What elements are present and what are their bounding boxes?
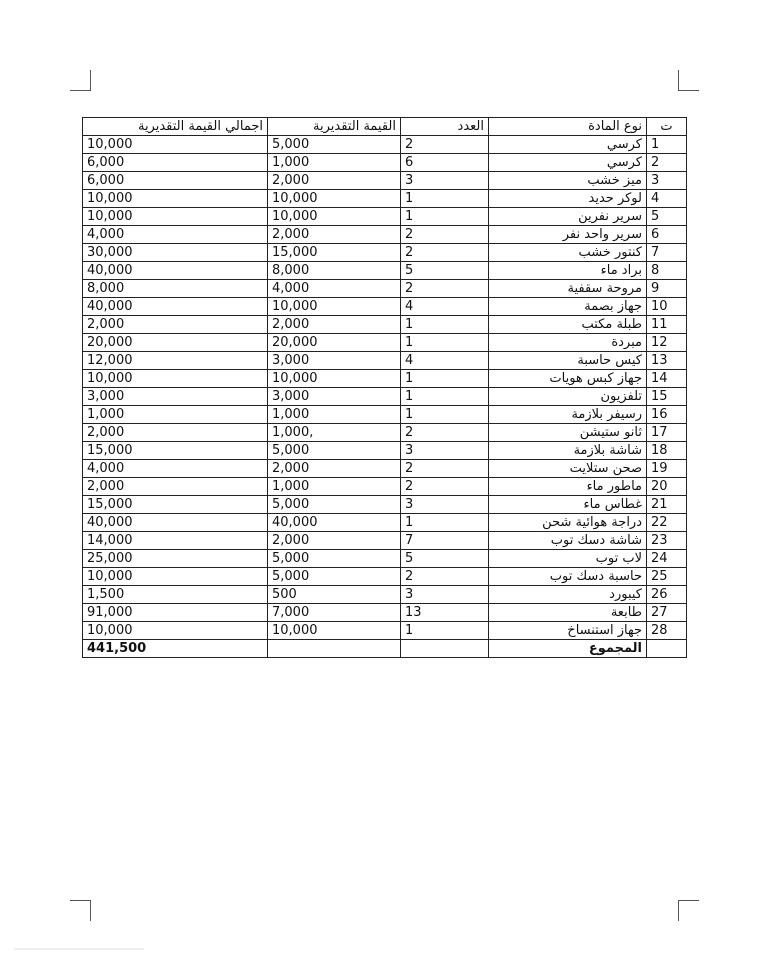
row-index: 5	[647, 208, 687, 226]
total-value: 30,000	[83, 244, 268, 262]
total-value: 8,000	[83, 280, 268, 298]
item-type: شاشة دسك توب	[489, 532, 647, 550]
total-value: 15,000	[83, 442, 268, 460]
total-label: المجموع	[489, 640, 647, 658]
total-value: 20,000	[83, 334, 268, 352]
total-value: 6,000	[83, 172, 268, 190]
item-type: كرسي	[489, 136, 647, 154]
item-type: كنتور خشب	[489, 244, 647, 262]
table-row	[83, 280, 687, 298]
item-count: 2	[401, 568, 489, 586]
table-row	[83, 568, 687, 586]
table-row	[83, 424, 687, 442]
table-row	[83, 442, 687, 460]
row-index: 2	[647, 154, 687, 172]
row-index: 4	[647, 190, 687, 208]
total-value: 10,000	[83, 622, 268, 640]
unit-value: 1,000	[268, 154, 401, 172]
item-type: سرير نفرين	[489, 208, 647, 226]
item-count: 3	[401, 442, 489, 460]
unit-value: 5,000	[268, 496, 401, 514]
item-count: 4	[401, 298, 489, 316]
table-row	[83, 370, 687, 388]
row-index: 9	[647, 280, 687, 298]
item-type: غطاس ماء	[489, 496, 647, 514]
item-type: تلفزيون	[489, 388, 647, 406]
unit-value: 500	[268, 586, 401, 604]
item-type: حاسبة دسك توب	[489, 568, 647, 586]
table-row	[83, 406, 687, 424]
crop-mark-bottom-left	[70, 900, 91, 921]
item-count: 3	[401, 496, 489, 514]
table-row	[83, 478, 687, 496]
total-count-cell	[401, 640, 489, 658]
item-count: 1	[401, 190, 489, 208]
row-index: 12	[647, 334, 687, 352]
unit-value: 2,000	[268, 532, 401, 550]
table-row	[83, 190, 687, 208]
unit-value: 5,000	[268, 136, 401, 154]
unit-value: 4,000	[268, 280, 401, 298]
item-type: طابعة	[489, 604, 647, 622]
table-row	[83, 532, 687, 550]
item-type: ثانو ستيشن	[489, 424, 647, 442]
row-index: 16	[647, 406, 687, 424]
item-count: 1	[401, 406, 489, 424]
table-row	[83, 550, 687, 568]
total-value: 1,000	[83, 406, 268, 424]
row-index: 18	[647, 442, 687, 460]
item-type: جهاز استنساخ	[489, 622, 647, 640]
unit-value: 3,000	[268, 352, 401, 370]
total-value: 14,000	[83, 532, 268, 550]
row-index: 27	[647, 604, 687, 622]
unit-value: 10,000	[268, 622, 401, 640]
item-type: سرير واحد نفر	[489, 226, 647, 244]
item-type: مبردة	[489, 334, 647, 352]
item-type: براد ماء	[489, 262, 647, 280]
item-type: لاب توب	[489, 550, 647, 568]
row-index: 10	[647, 298, 687, 316]
unit-value: 1,000	[268, 478, 401, 496]
unit-value: 1,000,	[268, 424, 401, 442]
row-index: 25	[647, 568, 687, 586]
table-row	[83, 244, 687, 262]
item-type: ماطور ماء	[489, 478, 647, 496]
total-value: 10,000	[83, 136, 268, 154]
item-type: طبلة مكتب	[489, 316, 647, 334]
item-count: 1	[401, 514, 489, 532]
item-count: 1	[401, 334, 489, 352]
table-row	[83, 172, 687, 190]
unit-value: 40,000	[268, 514, 401, 532]
table-row	[83, 136, 687, 154]
unit-value: 5,000	[268, 568, 401, 586]
table-row	[83, 514, 687, 532]
header-unit-value: القيمة التقديرية	[268, 118, 401, 136]
total-index-cell	[647, 640, 687, 658]
row-index: 23	[647, 532, 687, 550]
unit-value: 3,000	[268, 388, 401, 406]
row-index: 3	[647, 172, 687, 190]
item-count: 1	[401, 370, 489, 388]
unit-value: 10,000	[268, 208, 401, 226]
item-type: ميز خشب	[489, 172, 647, 190]
unit-value: 2,000	[268, 316, 401, 334]
total-value: 40,000	[83, 514, 268, 532]
row-index: 8	[647, 262, 687, 280]
table-row	[83, 604, 687, 622]
item-type: مروحة سقفية	[489, 280, 647, 298]
total-value: 2,000	[83, 424, 268, 442]
item-count: 2	[401, 460, 489, 478]
row-index: 14	[647, 370, 687, 388]
item-count: 1	[401, 208, 489, 226]
table-row	[83, 208, 687, 226]
total-value: 3,000	[83, 388, 268, 406]
total-value: 4,000	[83, 460, 268, 478]
total-value: 25,000	[83, 550, 268, 568]
table-row	[83, 334, 687, 352]
unit-value: 10,000	[268, 298, 401, 316]
header-item-type: نوع المادة	[489, 118, 647, 136]
crop-mark-top-right	[678, 70, 699, 91]
table-row	[83, 226, 687, 244]
row-index: 28	[647, 622, 687, 640]
table-row	[83, 262, 687, 280]
item-count: 1	[401, 622, 489, 640]
table-row	[83, 298, 687, 316]
header-index: ت	[647, 118, 687, 136]
unit-value: 5,000	[268, 550, 401, 568]
row-index: 11	[647, 316, 687, 334]
total-value: 2,000	[83, 478, 268, 496]
unit-value: 5,000	[268, 442, 401, 460]
item-count: 1	[401, 388, 489, 406]
unit-value: 20,000	[268, 334, 401, 352]
item-count: 5	[401, 550, 489, 568]
scan-artifact	[14, 948, 144, 950]
table-row	[83, 586, 687, 604]
table-row	[83, 352, 687, 370]
total-value: 2,000	[83, 316, 268, 334]
total-value: 1,500	[83, 586, 268, 604]
unit-value: 7,000	[268, 604, 401, 622]
row-index: 1	[647, 136, 687, 154]
item-count: 3	[401, 586, 489, 604]
unit-value: 2,000	[268, 226, 401, 244]
table-header-row	[83, 118, 687, 136]
total-value: 10,000	[83, 208, 268, 226]
header-total-value: اجمالي القيمة التقديرية	[83, 118, 268, 136]
table-row	[83, 496, 687, 514]
item-count: 2	[401, 478, 489, 496]
inventory-table	[82, 117, 687, 658]
crop-mark-bottom-right	[678, 900, 699, 921]
item-type: دراجة هوائية شحن	[489, 514, 647, 532]
table-row	[83, 154, 687, 172]
header-count: العدد	[401, 118, 489, 136]
table-row	[83, 460, 687, 478]
total-value: 6,000	[83, 154, 268, 172]
row-index: 20	[647, 478, 687, 496]
item-count: 5	[401, 262, 489, 280]
total-value: 15,000	[83, 496, 268, 514]
table-row	[83, 622, 687, 640]
item-count: 2	[401, 424, 489, 442]
row-index: 19	[647, 460, 687, 478]
item-count: 3	[401, 172, 489, 190]
item-count: 6	[401, 154, 489, 172]
row-index: 15	[647, 388, 687, 406]
total-value: 40,000	[83, 262, 268, 280]
item-count: 1	[401, 316, 489, 334]
item-count: 13	[401, 604, 489, 622]
item-count: 2	[401, 244, 489, 262]
row-index: 26	[647, 586, 687, 604]
item-type: كرسي	[489, 154, 647, 172]
item-type: كيس حاسبة	[489, 352, 647, 370]
table-row	[83, 388, 687, 406]
total-value: 12,000	[83, 352, 268, 370]
table-body	[83, 136, 687, 640]
item-type: صحن ستلايت	[489, 460, 647, 478]
item-count: 4	[401, 352, 489, 370]
total-value: 10,000	[83, 370, 268, 388]
item-count: 2	[401, 136, 489, 154]
table-row	[83, 316, 687, 334]
unit-value: 8,000	[268, 262, 401, 280]
unit-value: 2,000	[268, 460, 401, 478]
total-value: 91,000	[83, 604, 268, 622]
crop-mark-top-left	[70, 70, 91, 91]
item-count: 2	[401, 226, 489, 244]
total-unit-cell	[268, 640, 401, 658]
item-type: جهاز كبس هويات	[489, 370, 647, 388]
item-count: 2	[401, 280, 489, 298]
item-count: 7	[401, 532, 489, 550]
row-index: 17	[647, 424, 687, 442]
unit-value: 10,000	[268, 370, 401, 388]
unit-value: 1,000	[268, 406, 401, 424]
row-index: 24	[647, 550, 687, 568]
row-index: 6	[647, 226, 687, 244]
item-type: لوكر حديد	[489, 190, 647, 208]
row-index: 13	[647, 352, 687, 370]
table-total-row	[83, 640, 687, 658]
row-index: 7	[647, 244, 687, 262]
grand-total: 441,500	[83, 640, 268, 658]
total-value: 4,000	[83, 226, 268, 244]
unit-value: 2,000	[268, 172, 401, 190]
item-type: جهاز بصمة	[489, 298, 647, 316]
total-value: 10,000	[83, 568, 268, 586]
unit-value: 10,000	[268, 190, 401, 208]
unit-value: 15,000	[268, 244, 401, 262]
row-index: 22	[647, 514, 687, 532]
item-type: رسيفر بلازمة	[489, 406, 647, 424]
row-index: 21	[647, 496, 687, 514]
total-value: 40,000	[83, 298, 268, 316]
item-type: شاشة بلازمة	[489, 442, 647, 460]
total-value: 10,000	[83, 190, 268, 208]
item-type: كيبورد	[489, 586, 647, 604]
